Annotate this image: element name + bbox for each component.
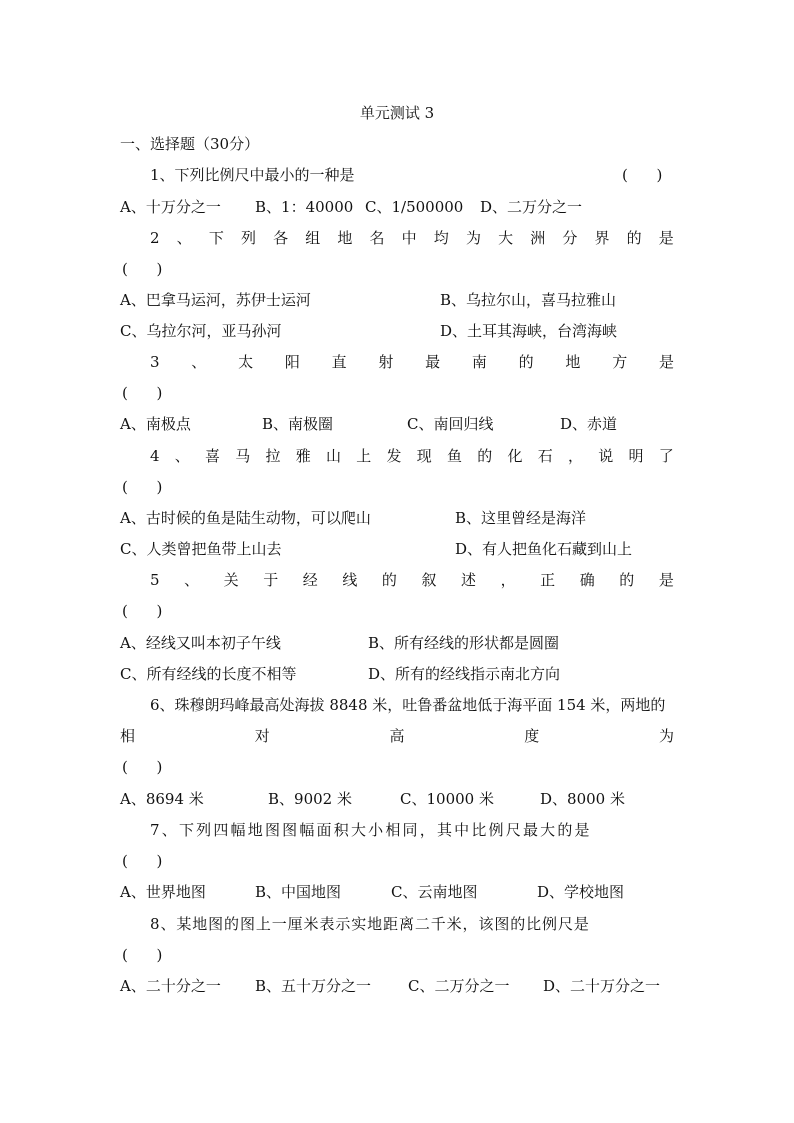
question-2-option-b: B、乌拉尔山，喜马拉雅山: [440, 291, 617, 309]
question-1-option-d: D、二万分之一: [480, 198, 583, 216]
question-6-option-d: D、8000 米: [540, 790, 625, 808]
question-7-option-a: A、世界地图: [120, 883, 206, 901]
question-4-stem: [150, 446, 674, 468]
question-6-option-c: C、10000 米: [400, 790, 494, 808]
question-8-option-c: C、二万分之一: [408, 977, 510, 995]
stem-character: 述: [461, 571, 477, 589]
stem-character: 石: [537, 447, 553, 465]
question-7-stem: 7、下列四幅地图图幅面积大小相同，其中比例尺最大的是: [150, 821, 592, 839]
stem-character: 发: [386, 447, 402, 465]
question-3-option-a: A、南极点: [120, 415, 191, 433]
stem-character: 是: [658, 353, 674, 371]
stem-character: 阳: [284, 353, 300, 371]
question-5-stem: [150, 570, 674, 592]
stem-character: 中: [401, 229, 417, 247]
question-6-stem-continued: [120, 726, 674, 748]
question-3-option-c: C、南回归线: [407, 415, 494, 433]
stem-character: 雅: [295, 447, 311, 465]
question-1-option-b: B、1：40000: [255, 198, 354, 216]
question-4-answer-paren: ( ): [122, 478, 163, 496]
question-2-option-c: C、乌拉尔河，亚马孙河: [120, 322, 282, 340]
stem-character: 马: [235, 447, 251, 465]
stem-character: 山: [326, 447, 342, 465]
question-1-answer-paren: ( ): [622, 166, 663, 184]
stem-character: 说: [598, 447, 614, 465]
question-3-stem: [150, 352, 674, 374]
question-1-option-c: C、1/500000: [365, 198, 464, 216]
stem-character: 为: [658, 727, 674, 745]
stem-character: 现: [416, 447, 432, 465]
question-6-answer-paren: ( ): [122, 758, 163, 776]
stem-character: 是: [658, 571, 674, 589]
question-2-option-a: A、巴拿马运河，苏伊士运河: [120, 291, 311, 309]
stem-character: 正: [540, 571, 556, 589]
stem-character: 高: [389, 727, 405, 745]
stem-character: 叙: [421, 571, 437, 589]
stem-character: 、: [184, 571, 200, 589]
question-2-option-d: D、土耳其海峡，台湾海峡: [440, 322, 618, 340]
question-1-option-a: A、十万分之一: [120, 198, 221, 216]
question-6-option-b: B、9002 米: [268, 790, 352, 808]
stem-character: 经: [302, 571, 318, 589]
section-heading: 一、选择题（30分）: [120, 135, 260, 153]
stem-character: 名: [369, 229, 385, 247]
stem-character: 均: [433, 229, 449, 247]
stem-character: 组: [305, 229, 321, 247]
question-2-stem: [150, 228, 674, 250]
stem-character: 鱼: [447, 447, 463, 465]
stem-character: 是: [658, 229, 674, 247]
question-5-option-b: B、所有经线的形状都是圆圈: [368, 634, 560, 652]
question-7-answer-paren: ( ): [122, 852, 163, 870]
stem-character: 方: [612, 353, 628, 371]
stem-character: 太: [238, 353, 254, 371]
stem-character: 的: [381, 571, 397, 589]
stem-character: 了: [658, 447, 674, 465]
question-4-option-b: B、这里曾经是海洋: [455, 509, 587, 527]
stem-character: 的: [626, 229, 642, 247]
stem-character: 上: [356, 447, 372, 465]
stem-character: 的: [518, 353, 534, 371]
question-4-option-a: A、古时候的鱼是陆生动物，可以爬山: [120, 509, 371, 527]
stem-character: 确: [579, 571, 595, 589]
question-3-option-d: D、赤道: [560, 415, 618, 433]
stem-character: 明: [628, 447, 644, 465]
stem-character: 3: [150, 353, 160, 371]
question-8-stem: 8、某地图的图上一厘米表示实地距离二千米，该图的比例尺是: [150, 915, 590, 933]
stem-character: 界: [594, 229, 610, 247]
stem-character: 射: [378, 353, 394, 371]
question-8-option-a: A、二十分之一: [120, 977, 221, 995]
stem-character: 直: [331, 353, 347, 371]
stem-character: 的: [477, 447, 493, 465]
stem-character: 化: [507, 447, 523, 465]
stem-character: 地: [337, 229, 353, 247]
stem-character: 、: [174, 447, 190, 465]
stem-character: 于: [263, 571, 279, 589]
question-8-answer-paren: ( ): [122, 946, 163, 964]
stem-character: 大: [498, 229, 514, 247]
stem-character: 、: [191, 353, 207, 371]
stem-character: 南: [471, 353, 487, 371]
stem-character: 下: [208, 229, 224, 247]
question-1-stem: 1、下列比例尺中最小的一种是: [150, 166, 355, 184]
stem-character: 2: [150, 229, 160, 247]
question-7-option-c: C、云南地图: [391, 883, 478, 901]
question-6-stem: 6、珠穆朗玛峰最高处海拔 8848 米，吐鲁番盆地低于海平面 154 米，两地的: [150, 696, 666, 714]
question-5-option-d: D、所有的经线指示南北方向: [368, 665, 561, 683]
question-5-answer-paren: ( ): [122, 602, 163, 620]
stem-character: 洲: [530, 229, 546, 247]
question-4-option-d: D、有人把鱼化石藏到山上: [455, 540, 633, 558]
stem-character: 列: [240, 229, 256, 247]
stem-character: 地: [565, 353, 581, 371]
question-3-option-b: B、南极圈: [262, 415, 334, 433]
question-6-option-a: A、8694 米: [120, 790, 204, 808]
question-4-option-c: C、人类曾把鱼带上山去: [120, 540, 282, 558]
stem-character: 线: [342, 571, 358, 589]
question-2-answer-paren: ( ): [122, 260, 163, 278]
question-7-option-b: B、中国地图: [255, 883, 342, 901]
stem-character: 各: [273, 229, 289, 247]
stem-character: 最: [425, 353, 441, 371]
stem-character: 分: [562, 229, 578, 247]
stem-character: 相: [120, 727, 136, 745]
stem-character: 4: [150, 447, 160, 465]
question-8-option-b: B、五十万分之一: [255, 977, 372, 995]
stem-character: 为: [465, 229, 481, 247]
stem-character: 度: [524, 727, 540, 745]
page-title: 单元测试 3: [359, 104, 435, 122]
stem-character: ，: [568, 447, 584, 465]
stem-character: 对: [254, 727, 270, 745]
stem-character: 喜: [205, 447, 221, 465]
question-8-option-d: D、二十万分之一: [543, 977, 661, 995]
question-3-answer-paren: ( ): [122, 384, 163, 402]
stem-character: ，: [500, 571, 516, 589]
stem-character: 、: [176, 229, 192, 247]
question-5-option-a: A、经线又叫本初子午线: [120, 634, 281, 652]
question-5-option-c: C、所有经线的长度不相等: [120, 665, 297, 683]
stem-character: 关: [223, 571, 239, 589]
stem-character: 5: [150, 571, 160, 589]
stem-character: 的: [619, 571, 635, 589]
question-7-option-d: D、学校地图: [537, 883, 625, 901]
stem-character: 拉: [265, 447, 281, 465]
